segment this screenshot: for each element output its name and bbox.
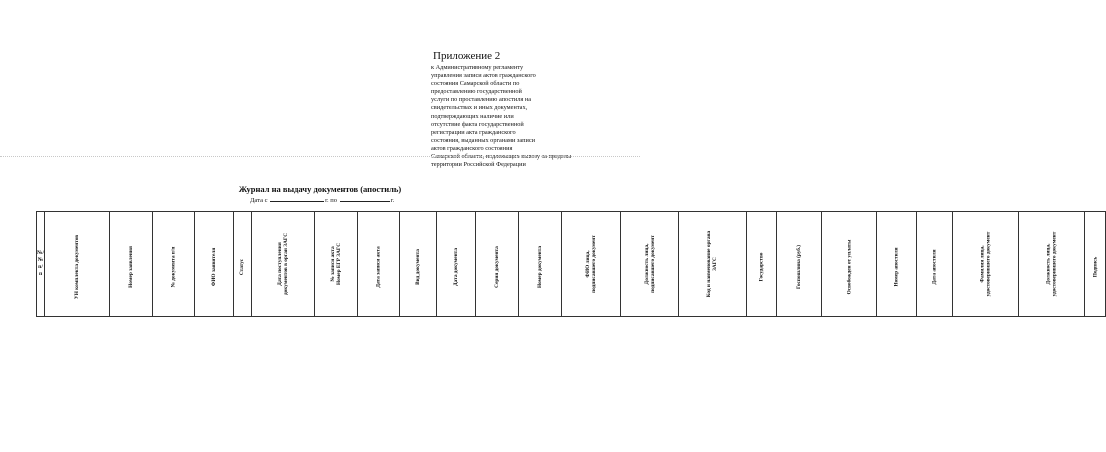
column-header-line: удостоверившего документ [1051,231,1058,297]
column-header-line: Государство [758,252,765,282]
appendix-line: состояния Самарской области по [431,80,520,88]
column-header-line: ФИО лица, [584,250,591,278]
column-header-line: Должность лица, [643,243,650,285]
journal-title: Журнал на выдачу документов (апостиль) [238,184,402,194]
appendix-title: Приложение 2 [433,50,501,62]
column-header-line: подписавшего документ [590,235,597,293]
date-suffix: г. [390,197,395,204]
column-header [314,212,357,317]
column-header-line: Дата записи акта [375,246,382,288]
column-header-line: Статус [239,258,246,276]
column-header [153,212,195,317]
column-header-label [330,243,342,285]
column-header [776,212,821,317]
date-from-blank [270,201,324,202]
column-header-line: Вид документа [415,249,422,285]
journal-table [36,211,1106,317]
column-header-label [239,259,245,275]
appendix-line: территории Российской Федерации [431,161,526,169]
appendix-block [431,50,631,169]
column-header-line: удостоверившего документ [985,231,992,297]
column-header-line: Освобожден от уплаты [846,239,853,295]
appendix-line: свидетельствах и иных документах, [431,104,528,112]
column-header-line: Дата поступления [276,242,283,286]
column-header-line: Подпись [1092,256,1099,278]
appendix-line: отсутствие факта государственной [431,120,524,128]
appendix-line: предоставлению государственной [431,88,522,96]
date-range [250,197,394,205]
appendix-line: услуги по проставлению апостиля на [431,96,532,104]
column-header [877,212,917,317]
column-header-label [277,233,289,295]
column-header-line: Код и наименование органа [706,230,713,298]
column-header-line: № [37,257,44,263]
column-header-line: подписавшего документ [649,235,656,293]
column-header-label [894,247,900,286]
column-header-label [211,248,217,286]
column-header-label [128,246,134,288]
column-header-label [1092,257,1098,278]
appendix-line: к Административному регламенту [431,64,524,71]
column-header-line: Госпошлина (руб.) [795,244,802,290]
column-header-label [170,247,176,288]
appendix-line: управления записи актов гражданского [431,72,536,80]
column-header-label [758,253,764,282]
column-header [679,212,746,317]
column-header-line: Фамилия лица, [979,245,986,283]
column-header-line: №/ [37,250,45,256]
column-header-label [707,231,719,297]
appendix-line: актов гражданского состояния [431,144,513,152]
column-header [620,212,679,317]
column-header-line: Дата документа [452,247,459,287]
column-header-label [415,249,421,285]
column-header [917,212,953,317]
column-header [436,212,475,317]
column-header-line: УН комплекта документов [74,234,81,300]
column-header-line: № документа п/п [170,246,177,288]
column-header [357,212,399,317]
column-header [561,212,620,317]
column-header [37,212,45,317]
table-header-row [37,212,1106,317]
column-header [475,212,518,317]
column-header-label [1045,232,1057,297]
column-header-line: Номер ЕГР ЗАГС [335,242,342,286]
column-header-line: Должность лица, [1045,243,1052,285]
date-to-blank [340,201,390,202]
column-header-label [585,235,597,293]
column-header-label [37,250,44,278]
column-header-line: Номер апостиля [893,247,900,287]
column-header [251,212,314,317]
column-header-label [453,248,459,286]
column-header-label [74,235,80,299]
column-header-label [375,246,381,287]
column-header [518,212,561,317]
column-header [234,212,251,317]
column-header-line: документов в орган ЗАГС [282,232,289,296]
column-header-line: Номер документа [536,245,543,289]
column-header-line: Номер заявления [128,246,135,288]
column-header [1019,212,1085,317]
column-header [1084,212,1106,317]
column-header [953,212,1019,317]
date-to-label: г. по [325,197,338,204]
column-header-line: № записи акта [329,246,336,282]
column-header-label [932,250,938,285]
date-from-label: Дата с [250,197,268,204]
column-header-label [980,232,992,297]
column-header [194,212,233,317]
column-header [746,212,776,317]
column-header-label [846,240,852,295]
appendix-line: регистрации акта гражданского [431,128,516,136]
column-header-label [796,245,802,289]
column-header-line: ФИО заявителя [211,247,218,287]
column-header [821,212,877,317]
column-header-line: Дата апостиля [931,249,938,285]
column-header-line: Серия документа [493,246,500,288]
column-header [110,212,153,317]
column-header-label [537,246,543,288]
appendix-line: Самарской области, подлежащих вывозу за пределы [431,153,572,161]
column-header-label [643,235,655,293]
column-header [400,212,437,317]
column-header [45,212,110,317]
column-header-label [494,246,500,288]
column-header-line: п/п [38,264,43,277]
appendix-line: состояния, выданных органами записи [431,136,536,144]
column-header-line: ЗАГС [712,257,719,271]
appendix-line: подтверждающих наличие или [431,112,514,120]
scan-rule [0,156,640,157]
